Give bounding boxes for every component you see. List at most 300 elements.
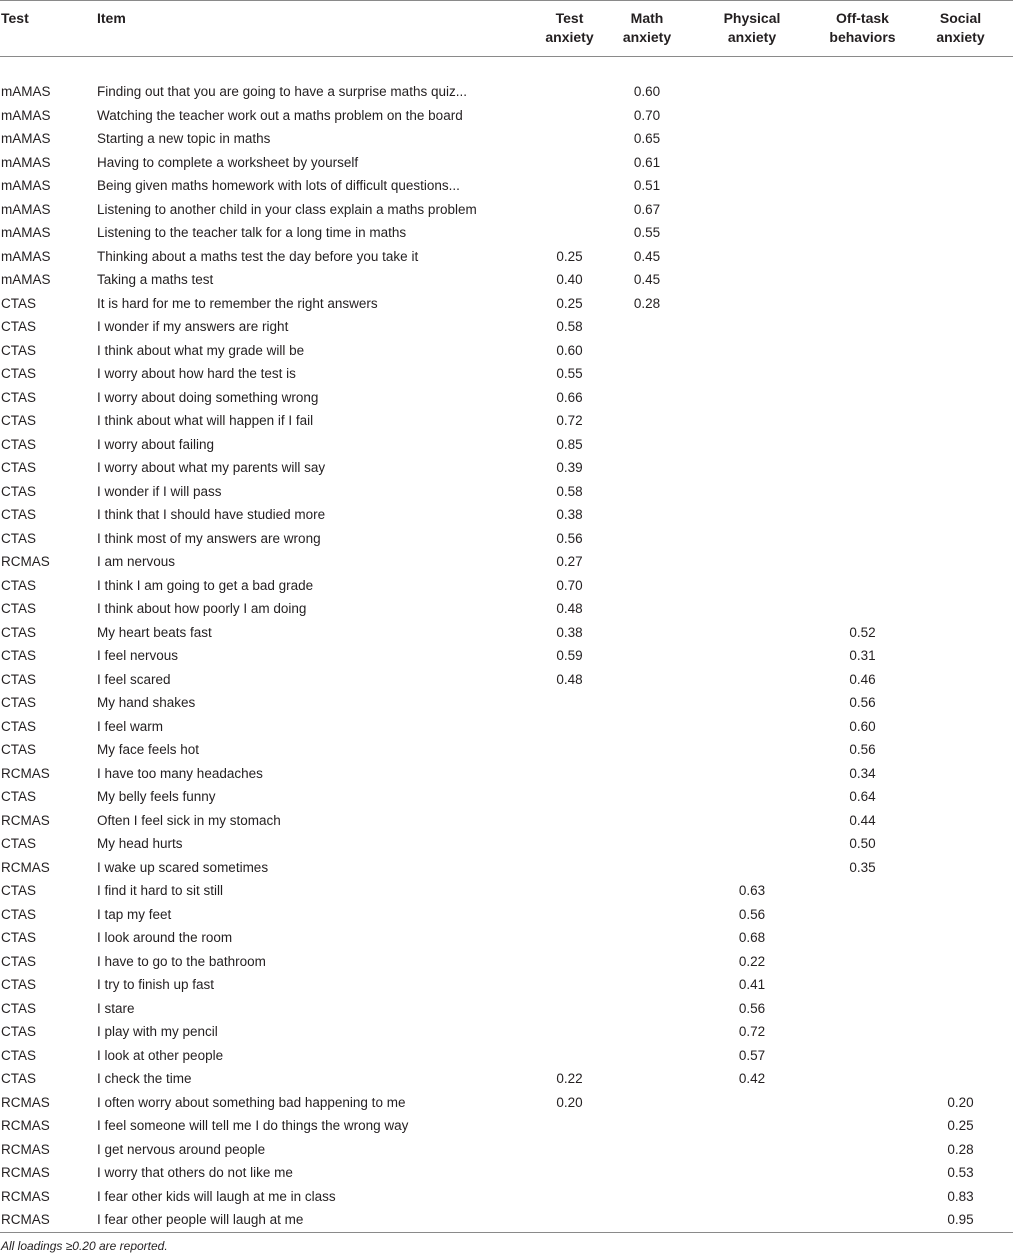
cell-physical-anxiety <box>687 1114 817 1138</box>
table-row <box>0 1114 1013 1138</box>
table-row <box>0 691 1013 715</box>
cell-off-task-behaviors <box>817 433 908 457</box>
cell-off-task-behaviors: 0.44 <box>849 812 876 828</box>
cell-off-task-behaviors <box>817 127 908 151</box>
cell-social-anxiety <box>908 292 1013 316</box>
cell-physical-anxiety <box>687 832 817 856</box>
cell-item: My head hurts <box>97 836 183 851</box>
cell-social-anxiety <box>908 245 1013 269</box>
cell-physical-anxiety <box>687 574 817 598</box>
cell-physical-anxiety <box>687 104 817 128</box>
cell-physical-anxiety: 0.41 <box>738 977 766 992</box>
cell-item: I worry that others do not like me <box>97 1165 293 1180</box>
cell-social-anxiety <box>908 151 1013 175</box>
cell-math-anxiety <box>607 668 687 692</box>
cell-item: I worry about how hard the test is <box>97 366 296 381</box>
cell-test: mAMAS <box>1 154 51 170</box>
cell-test-anxiety <box>532 691 607 715</box>
cell-test: CTAS <box>1 413 37 428</box>
table-row <box>0 1067 1013 1091</box>
table-header <box>0 1 1013 57</box>
cell-test-anxiety: 0.72 <box>556 413 583 428</box>
cell-math-anxiety <box>607 621 687 645</box>
cell-social-anxiety <box>908 409 1013 433</box>
cell-test-anxiety: 0.59 <box>556 648 583 663</box>
cell-test: RCMAS <box>1 1165 50 1180</box>
cell-math-anxiety <box>607 339 687 363</box>
table-row <box>0 926 1013 950</box>
cell-test: RCMAS <box>1 1212 50 1227</box>
cell-test-anxiety <box>532 997 607 1021</box>
cell-test: RCMAS <box>1 765 50 781</box>
cell-test-anxiety: 0.25 <box>556 295 583 311</box>
cell-social-anxiety <box>908 268 1013 292</box>
cell-off-task-behaviors <box>817 950 908 974</box>
cell-physical-anxiety <box>687 292 817 316</box>
table-row <box>0 1138 1013 1162</box>
cell-social-anxiety <box>908 809 1013 833</box>
cell-test-anxiety: 0.56 <box>556 530 583 546</box>
cell-physical-anxiety <box>687 1138 817 1162</box>
cell-off-task-behaviors <box>817 362 908 386</box>
cell-math-anxiety: 0.61 <box>633 154 661 170</box>
cell-math-anxiety <box>607 715 687 739</box>
cell-physical-anxiety <box>687 80 817 104</box>
cell-item: I play with my pencil <box>97 1024 218 1039</box>
cell-test: mAMAS <box>1 248 51 264</box>
cell-test-anxiety: 0.38 <box>556 507 583 522</box>
cell-test-anxiety <box>532 950 607 974</box>
cell-off-task-behaviors <box>817 1185 908 1209</box>
cell-physical-anxiety <box>687 644 817 668</box>
cell-off-task-behaviors <box>817 1208 908 1232</box>
cell-physical-anxiety <box>687 621 817 645</box>
cell-social-anxiety <box>908 315 1013 339</box>
cell-math-anxiety: 0.70 <box>633 107 661 123</box>
cell-test-anxiety <box>532 104 607 128</box>
table-row <box>0 221 1013 245</box>
cell-social-anxiety: 0.25 <box>947 1118 974 1133</box>
cell-test: CTAS <box>1 577 37 593</box>
cell-physical-anxiety <box>687 409 817 433</box>
cell-off-task-behaviors <box>817 879 908 903</box>
cell-test-anxiety <box>532 1208 607 1232</box>
cell-social-anxiety <box>908 503 1013 527</box>
cell-test: mAMAS <box>1 225 51 240</box>
table-row <box>0 950 1013 974</box>
cell-test: CTAS <box>1 789 37 804</box>
cell-test: CTAS <box>1 319 37 334</box>
cell-off-task-behaviors <box>817 151 908 175</box>
cell-test-anxiety: 0.55 <box>556 366 583 381</box>
cell-math-anxiety <box>607 950 687 974</box>
cell-off-task-behaviors <box>817 1161 908 1185</box>
cell-social-anxiety <box>908 973 1013 997</box>
cell-math-anxiety <box>607 1208 687 1232</box>
table-row <box>0 433 1013 457</box>
table-row <box>0 1044 1013 1068</box>
cell-off-task-behaviors <box>817 292 908 316</box>
cell-test-anxiety <box>532 715 607 739</box>
cell-test-anxiety: 0.85 <box>556 436 583 452</box>
table-row <box>0 127 1013 151</box>
cell-physical-anxiety: 0.22 <box>738 953 766 969</box>
cell-math-anxiety: 0.45 <box>633 272 661 287</box>
table-row <box>0 1020 1013 1044</box>
cell-item: I fear other people will laugh at me <box>97 1212 304 1227</box>
cell-social-anxiety <box>908 104 1013 128</box>
cell-item: I find it hard to sit still <box>97 883 224 898</box>
cell-physical-anxiety: 0.57 <box>738 1047 766 1063</box>
cell-physical-anxiety <box>687 762 817 786</box>
cell-item: I look at other people <box>97 1047 224 1063</box>
cell-social-anxiety <box>908 480 1013 504</box>
cell-physical-anxiety <box>687 315 817 339</box>
table-row <box>0 1091 1013 1115</box>
cell-off-task-behaviors <box>817 597 908 621</box>
cell-test-anxiety <box>532 762 607 786</box>
cell-test-anxiety: 0.70 <box>556 577 583 593</box>
cell-math-anxiety <box>607 644 687 668</box>
cell-off-task-behaviors: 0.31 <box>849 648 876 663</box>
cell-physical-anxiety <box>687 597 817 621</box>
cell-off-task-behaviors <box>817 574 908 598</box>
cell-item: I think most of my answers are wrong <box>97 530 321 546</box>
cell-off-task-behaviors <box>817 1067 908 1091</box>
cell-item: My face feels hot <box>97 742 200 757</box>
cell-social-anxiety: 0.53 <box>947 1165 974 1180</box>
cell-test: CTAS <box>1 601 37 616</box>
cell-item: I wake up scared sometimes <box>97 859 269 875</box>
cell-physical-anxiety <box>687 127 817 151</box>
cell-social-anxiety: 0.95 <box>947 1212 974 1227</box>
cell-test: CTAS <box>1 671 37 687</box>
cell-off-task-behaviors: 0.56 <box>849 695 876 710</box>
cell-physical-anxiety <box>687 503 817 527</box>
cell-test: CTAS <box>1 295 37 311</box>
cell-physical-anxiety <box>687 715 817 739</box>
cell-test: RCMAS <box>1 1188 50 1204</box>
cell-test: CTAS <box>1 1071 37 1086</box>
cell-social-anxiety <box>908 433 1013 457</box>
cell-test-anxiety <box>532 80 607 104</box>
cell-off-task-behaviors <box>817 903 908 927</box>
cell-off-task-behaviors <box>817 315 908 339</box>
cell-test: CTAS <box>1 883 37 898</box>
cell-off-task-behaviors <box>817 245 908 269</box>
cell-off-task-behaviors <box>817 480 908 504</box>
cell-math-anxiety <box>607 1044 687 1068</box>
cell-off-task-behaviors <box>817 268 908 292</box>
cell-math-anxiety <box>607 527 687 551</box>
table-row <box>0 503 1013 527</box>
cell-test: CTAS <box>1 460 37 475</box>
cell-social-anxiety <box>908 621 1013 645</box>
cell-test-anxiety: 0.40 <box>556 272 583 287</box>
cell-test-anxiety: 0.22 <box>556 1071 583 1086</box>
cell-math-anxiety: 0.51 <box>633 178 661 193</box>
cell-test: RCMAS <box>1 1094 50 1110</box>
table-row <box>0 1208 1013 1232</box>
table-row <box>0 574 1013 598</box>
cell-item: My belly feels funny <box>97 789 216 804</box>
table-row <box>0 315 1013 339</box>
cell-social-anxiety: 0.20 <box>947 1094 974 1110</box>
cell-social-anxiety <box>908 386 1013 410</box>
cell-test: CTAS <box>1 389 37 405</box>
cell-social-anxiety <box>908 456 1013 480</box>
cell-physical-anxiety <box>687 785 817 809</box>
cell-test: RCMAS <box>1 554 50 569</box>
cell-math-anxiety <box>607 1138 687 1162</box>
cell-item: I fear other kids will laugh at me in class <box>97 1188 336 1204</box>
cell-math-anxiety <box>607 879 687 903</box>
cell-math-anxiety <box>607 480 687 504</box>
cell-item: I think about what my grade will be <box>97 342 305 358</box>
cell-item: I often worry about something bad happening to me <box>97 1094 406 1110</box>
cell-item: I look around the room <box>97 930 233 945</box>
cell-math-anxiety <box>607 1185 687 1209</box>
cell-physical-anxiety <box>687 856 817 880</box>
table-row <box>0 644 1013 668</box>
cell-test: mAMAS <box>1 178 51 193</box>
cell-math-anxiety <box>607 856 687 880</box>
cell-social-anxiety <box>908 997 1013 1021</box>
header-item: Item <box>97 10 126 26</box>
cell-test: CTAS <box>1 436 37 452</box>
table-row <box>0 715 1013 739</box>
cell-test-anxiety <box>532 1020 607 1044</box>
table-row <box>0 174 1013 198</box>
cell-test: CTAS <box>1 1024 37 1039</box>
cell-off-task-behaviors <box>817 1044 908 1068</box>
cell-test-anxiety <box>532 809 607 833</box>
cell-test-anxiety <box>532 1161 607 1185</box>
cell-item: I think about what will happen if I fail <box>97 413 314 428</box>
cell-physical-anxiety <box>687 527 817 551</box>
cell-physical-anxiety: 0.72 <box>738 1024 766 1039</box>
cell-test: CTAS <box>1 906 37 922</box>
cell-test-anxiety: 0.48 <box>556 671 583 687</box>
cell-item: Having to complete a worksheet by yourself <box>97 154 359 170</box>
cell-math-anxiety <box>607 832 687 856</box>
cell-math-anxiety <box>607 1067 687 1091</box>
cell-test: CTAS <box>1 648 37 663</box>
table-row <box>0 621 1013 645</box>
cell-test: CTAS <box>1 342 37 358</box>
cell-off-task-behaviors <box>817 409 908 433</box>
cell-physical-anxiety: 0.42 <box>738 1071 766 1086</box>
cell-math-anxiety <box>607 809 687 833</box>
cell-social-anxiety: 0.28 <box>947 1141 974 1157</box>
table-row <box>0 104 1013 128</box>
cell-physical-anxiety <box>687 362 817 386</box>
cell-physical-anxiety <box>687 1185 817 1209</box>
cell-test: CTAS <box>1 1000 37 1016</box>
cell-off-task-behaviors <box>817 550 908 574</box>
cell-social-anxiety <box>908 527 1013 551</box>
cell-test-anxiety <box>532 785 607 809</box>
cell-social-anxiety <box>908 856 1013 880</box>
table-row <box>0 1161 1013 1185</box>
cell-item: I think that I should have studied more <box>97 507 326 522</box>
cell-physical-anxiety <box>687 198 817 222</box>
cell-math-anxiety <box>607 315 687 339</box>
cell-off-task-behaviors <box>817 1138 908 1162</box>
cell-off-task-behaviors <box>817 1020 908 1044</box>
cell-physical-anxiety <box>687 386 817 410</box>
cell-off-task-behaviors: 0.64 <box>849 789 876 804</box>
table-row <box>0 973 1013 997</box>
table-row <box>0 245 1013 269</box>
table-body <box>0 57 1013 1232</box>
cell-off-task-behaviors: 0.46 <box>849 671 876 687</box>
table-row <box>0 527 1013 551</box>
table-footnote: All loadings ≥0.20 are reported. <box>1 1238 168 1253</box>
cell-item: Watching the teacher work out a maths problem on the board <box>97 107 463 123</box>
table-row <box>0 409 1013 433</box>
cell-off-task-behaviors: 0.60 <box>849 718 876 734</box>
cell-test-anxiety <box>532 1044 607 1068</box>
cell-test: CTAS <box>1 1047 37 1063</box>
cell-off-task-behaviors <box>817 104 908 128</box>
cell-test-anxiety <box>532 856 607 880</box>
table-row <box>0 456 1013 480</box>
cell-item: I get nervous around people <box>97 1141 266 1157</box>
cell-test: CTAS <box>1 742 37 757</box>
cell-physical-anxiety: 0.56 <box>738 906 766 922</box>
cell-test-anxiety <box>532 738 607 762</box>
cell-item: Listening to another child in your class explain a maths problem <box>97 201 477 217</box>
cell-math-anxiety <box>607 1020 687 1044</box>
cell-social-anxiety <box>908 597 1013 621</box>
cell-item: Often I feel sick in my stomach <box>97 812 281 828</box>
cell-test-anxiety: 0.48 <box>556 601 583 616</box>
cell-item: I tap my feet <box>97 906 172 922</box>
cell-off-task-behaviors <box>817 926 908 950</box>
cell-test-anxiety: 0.25 <box>556 248 583 264</box>
cell-math-anxiety <box>607 362 687 386</box>
cell-test: CTAS <box>1 977 37 992</box>
cell-test-anxiety: 0.27 <box>556 554 583 569</box>
cell-social-anxiety <box>908 926 1013 950</box>
cell-math-anxiety <box>607 762 687 786</box>
cell-test: mAMAS <box>1 84 51 99</box>
cell-social-anxiety <box>908 221 1013 245</box>
cell-test-anxiety <box>532 174 607 198</box>
cell-math-anxiety: 0.45 <box>633 248 661 264</box>
cell-social-anxiety <box>908 198 1013 222</box>
cell-physical-anxiety <box>687 668 817 692</box>
table-row <box>0 292 1013 316</box>
cell-off-task-behaviors <box>817 456 908 480</box>
cell-test: CTAS <box>1 953 37 969</box>
cell-social-anxiety <box>908 127 1013 151</box>
header-physical-anxiety: Physical anxiety <box>723 10 781 45</box>
cell-test: RCMAS <box>1 1141 50 1157</box>
cell-item: Taking a maths test <box>97 272 214 287</box>
cell-test: CTAS <box>1 366 37 381</box>
cell-social-anxiety <box>908 339 1013 363</box>
cell-off-task-behaviors: 0.50 <box>849 836 876 851</box>
cell-test: mAMAS <box>1 131 51 146</box>
cell-item: Thinking about a maths test the day before you take it <box>97 248 419 264</box>
cell-test: mAMAS <box>1 272 51 287</box>
cell-test-anxiety <box>532 832 607 856</box>
cell-test: RCMAS <box>1 812 50 828</box>
cell-math-anxiety <box>607 997 687 1021</box>
cell-math-anxiety <box>607 597 687 621</box>
cell-item: I worry about doing something wrong <box>97 389 319 405</box>
cell-off-task-behaviors <box>817 386 908 410</box>
header-off-task-behaviors: Off-task behaviors <box>829 10 896 45</box>
table-row <box>0 597 1013 621</box>
cell-test: CTAS <box>1 530 37 546</box>
cell-math-anxiety: 0.65 <box>633 131 661 146</box>
cell-physical-anxiety <box>687 550 817 574</box>
cell-social-anxiety: 0.83 <box>947 1188 974 1204</box>
cell-item: Finding out that you are going to have a surprise maths quiz... <box>97 84 467 99</box>
cell-test-anxiety: 0.20 <box>556 1094 583 1110</box>
cell-test: CTAS <box>1 695 37 710</box>
table-row <box>0 762 1013 786</box>
cell-item: I stare <box>97 1000 135 1016</box>
cell-math-anxiety <box>607 456 687 480</box>
cell-off-task-behaviors <box>817 339 908 363</box>
cell-social-anxiety <box>908 1044 1013 1068</box>
cell-item: My heart beats fast <box>97 624 212 640</box>
table-row <box>0 879 1013 903</box>
table-row <box>0 480 1013 504</box>
cell-item: Listening to the teacher talk for a long time in maths <box>97 225 407 240</box>
cell-physical-anxiety <box>687 174 817 198</box>
table-row <box>0 809 1013 833</box>
cell-math-anxiety <box>607 1091 687 1115</box>
cell-math-anxiety <box>607 433 687 457</box>
cell-item: I worry about what my parents will say <box>97 460 326 475</box>
cell-off-task-behaviors <box>817 80 908 104</box>
table-row <box>0 856 1013 880</box>
cell-social-anxiety <box>908 715 1013 739</box>
cell-off-task-behaviors: 0.52 <box>849 624 876 640</box>
table-row <box>0 1185 1013 1209</box>
table-row <box>0 903 1013 927</box>
cell-social-anxiety <box>908 362 1013 386</box>
cell-social-anxiety <box>908 644 1013 668</box>
cell-test-anxiety <box>532 879 607 903</box>
cell-math-anxiety <box>607 785 687 809</box>
cell-physical-anxiety <box>687 456 817 480</box>
cell-item: I wonder if I will pass <box>97 483 222 499</box>
cell-physical-anxiety <box>687 691 817 715</box>
cell-social-anxiety <box>908 762 1013 786</box>
cell-social-anxiety <box>908 879 1013 903</box>
cell-item: Being given maths homework with lots of difficult questions... <box>97 178 460 193</box>
cell-test: CTAS <box>1 930 37 945</box>
cell-item: I have too many headaches <box>97 765 263 781</box>
cell-physical-anxiety: 0.56 <box>738 1000 766 1016</box>
cell-item: I think about how poorly I am doing <box>97 601 307 616</box>
cell-social-anxiety <box>908 1067 1013 1091</box>
cell-social-anxiety <box>908 1020 1013 1044</box>
cell-item: I worry about failing <box>97 436 215 452</box>
cell-math-anxiety <box>607 691 687 715</box>
cell-test-anxiety: 0.38 <box>556 624 583 640</box>
cell-math-anxiety: 0.60 <box>633 84 661 99</box>
cell-social-anxiety <box>908 668 1013 692</box>
cell-test-anxiety: 0.39 <box>556 460 583 475</box>
table-row <box>0 785 1013 809</box>
